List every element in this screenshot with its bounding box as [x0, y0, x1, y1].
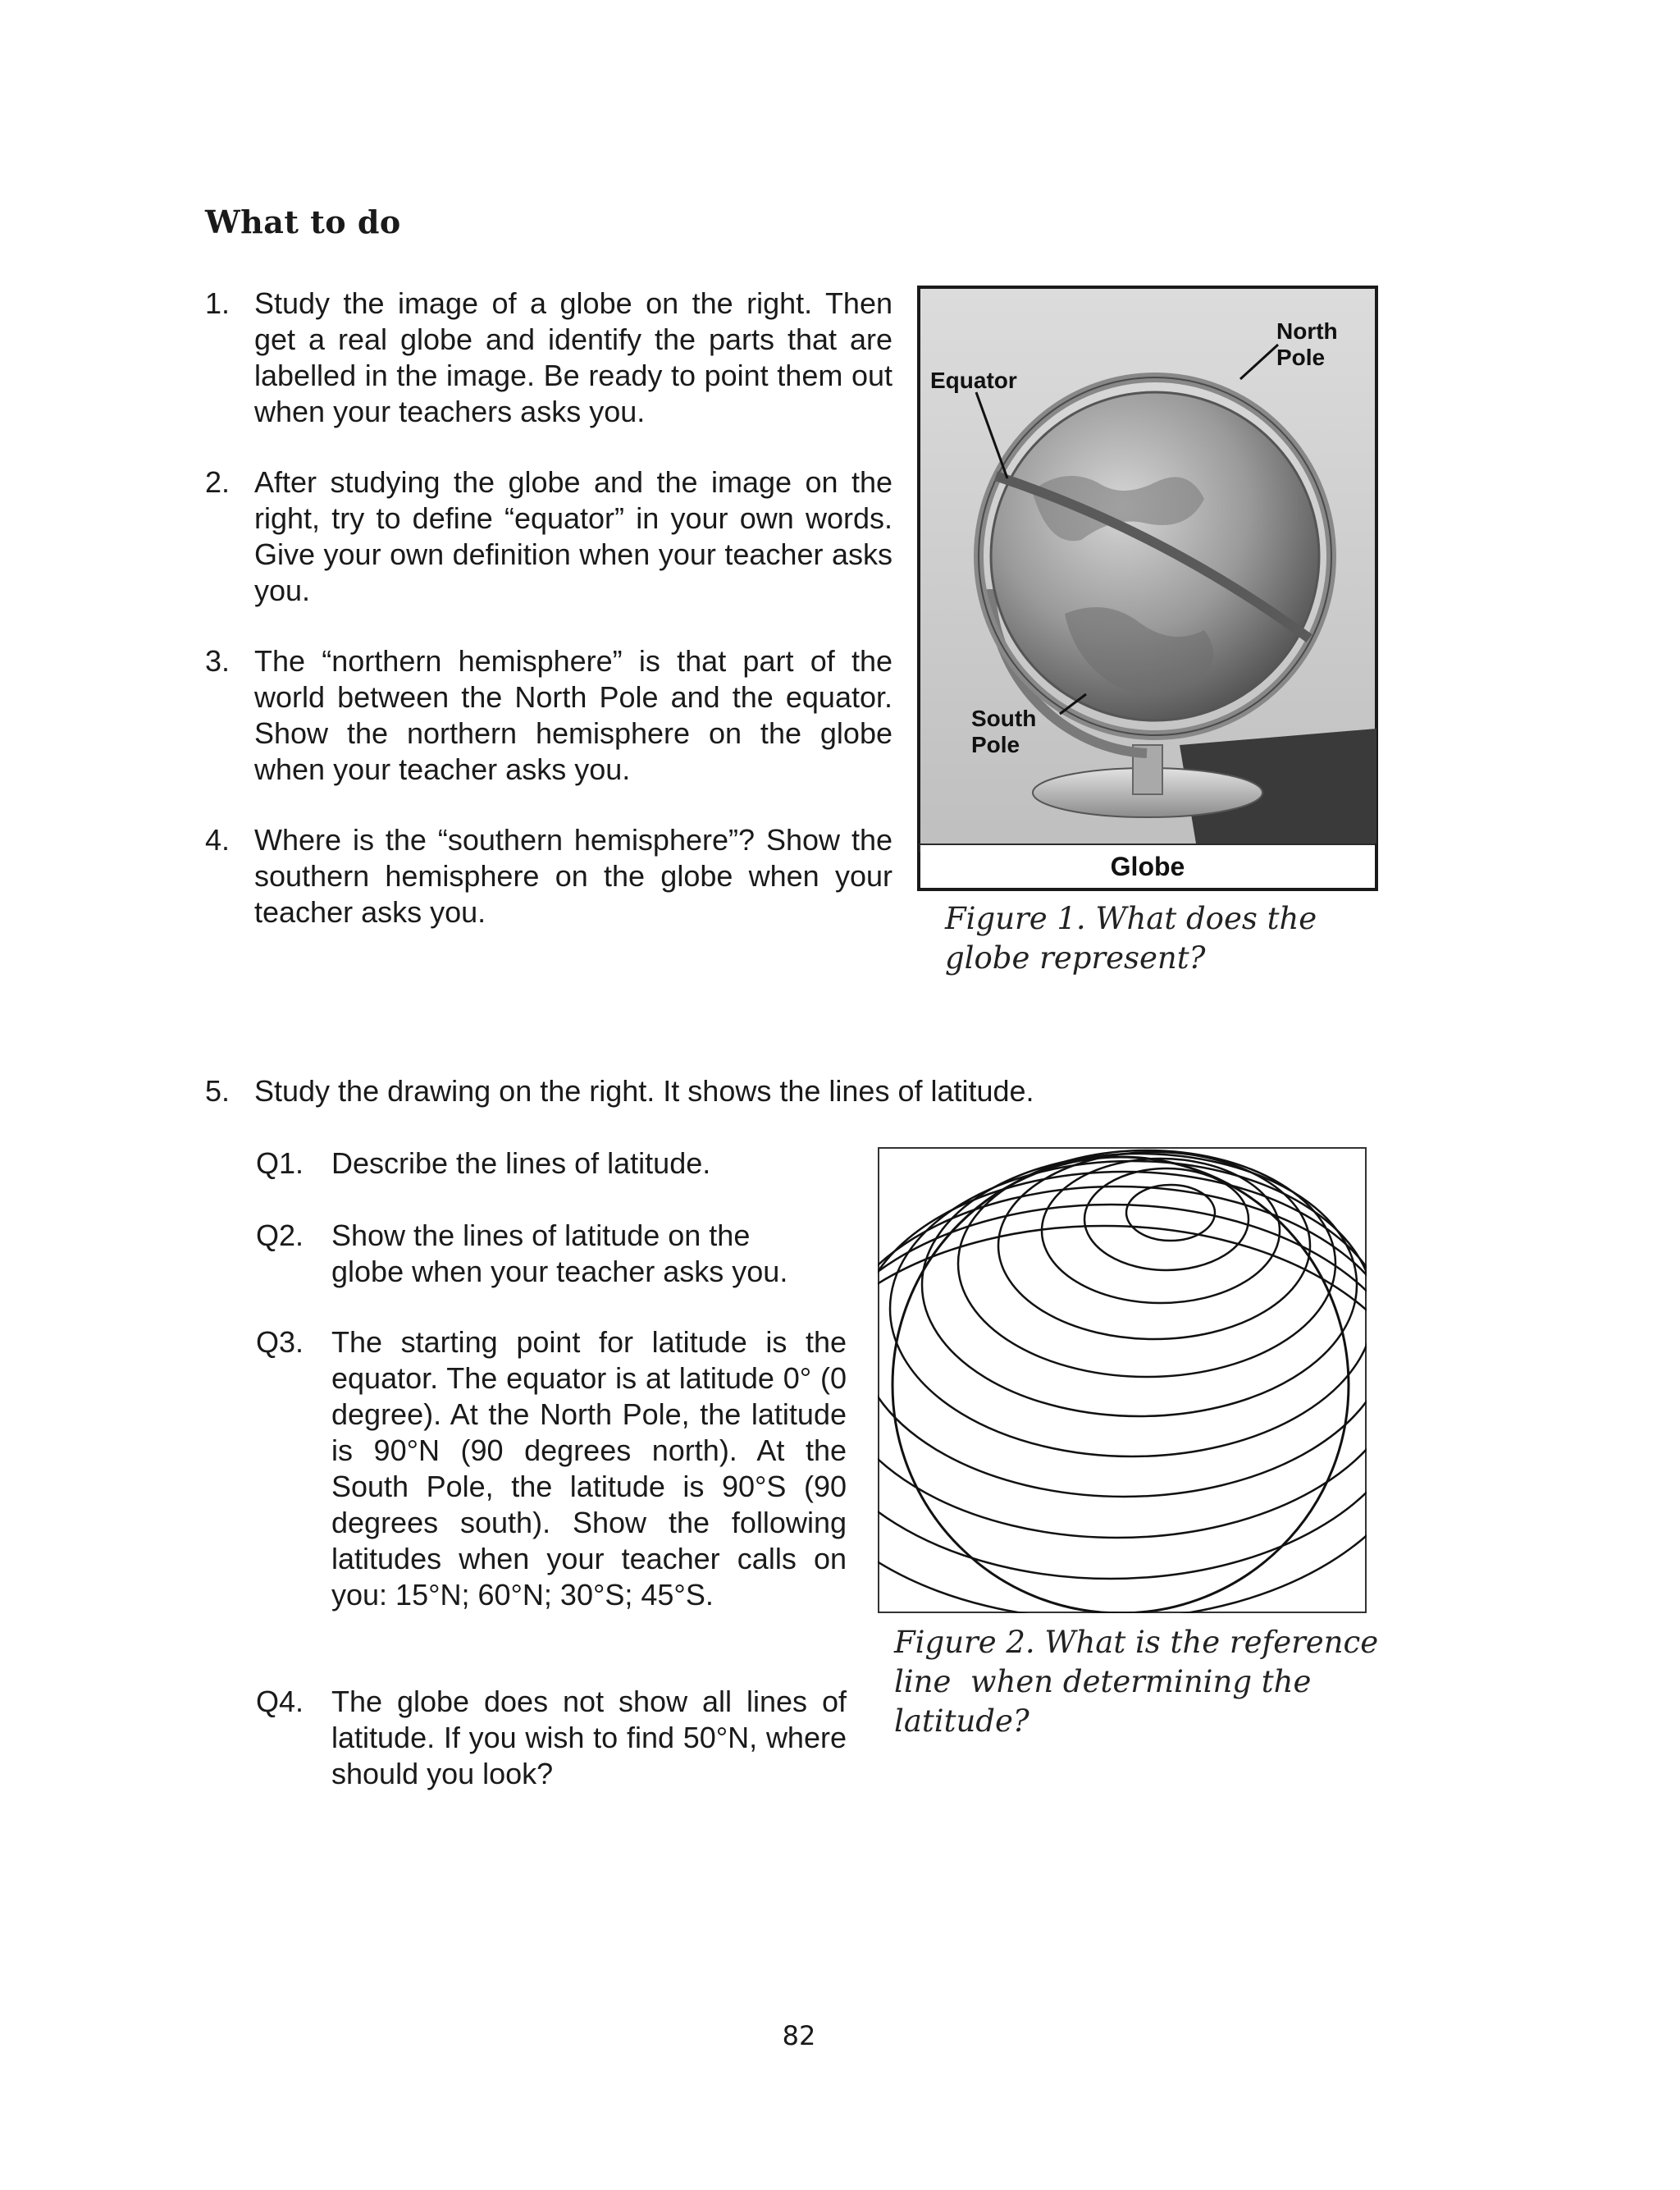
item-text: Study the drawing on the right. It shows the lines of latitude.: [254, 1074, 1034, 1108]
question-text: The globe does not show all lines of latitude. If you wish to find 50°N, where should you look?: [331, 1685, 847, 1790]
question-number: Q3.: [256, 1325, 304, 1359]
question-number: Q4.: [256, 1685, 304, 1718]
question-item: [256, 1218, 847, 1296]
item-text: Study the image of a globe on the right. Then get a real globe and identify the parts that are labelled in the image. Be ready to point them out when your teachers asks you.: [254, 286, 892, 428]
page-number: 82: [782, 2020, 816, 2051]
question-item: [256, 1145, 847, 1186]
question-number: Q1.: [256, 1146, 304, 1180]
item-text: The “northern hemisphere” is that part of the world between the North Pole and the equator. Show the northern hemisphere on the globe when your teacher asks you.: [254, 644, 892, 786]
label-south-pole: South Pole: [971, 706, 1037, 757]
figure-2-latitude: [878, 1147, 1367, 1613]
question-text: Describe the lines of latitude.: [331, 1146, 711, 1180]
list-item: [205, 822, 892, 937]
list-item: [205, 286, 892, 433]
list-item: [205, 1073, 1189, 1114]
label-equator: Equator: [930, 368, 1017, 393]
item-text: Where is the “southern hemisphere”? Show the southern hemisphere on the globe when your teacher asks you.: [254, 823, 892, 929]
figure-1-caption: Figure 1. What does the globe represent?: [945, 901, 1317, 976]
item-text: After studying the globe and the image on the right, try to define “equator” in your own words. Give your own definition when your teacher asks you.: [254, 465, 892, 607]
question-text: Show the lines of latitude on the globe when your teacher asks you.: [331, 1218, 788, 1288]
figure-1-title: Globe: [1110, 852, 1185, 881]
item-number: 5.: [205, 1074, 231, 1108]
question-number: Q2.: [256, 1218, 304, 1252]
figure-1-globe: [917, 286, 1378, 891]
item-number: 3.: [205, 644, 231, 678]
item-number: 2.: [205, 465, 231, 499]
section-heading: What to do: [205, 203, 401, 240]
item-number: 1.: [205, 286, 231, 320]
figure-2-caption: Figure 2. What is the reference line when determining the latitude?: [894, 1625, 1379, 1739]
list-item: [205, 464, 892, 612]
list-item: [205, 643, 892, 791]
question-text: The starting point for latitude is the equator. The equator is at latitude 0° (0 degree). At the North Pole, the latitude is 90°N (90 degrees north). At the South Pole, the latitude is 90°S (90 degrees south). Show the following latitudes when your teacher calls on you: 15°N; 60°N; 30°S; 45°S.: [331, 1325, 847, 1612]
label-north-pole: North Pole: [1276, 318, 1338, 370]
item-number: 4.: [205, 823, 231, 857]
question-item: [256, 1324, 847, 1653]
question-item: [256, 1684, 847, 1799]
